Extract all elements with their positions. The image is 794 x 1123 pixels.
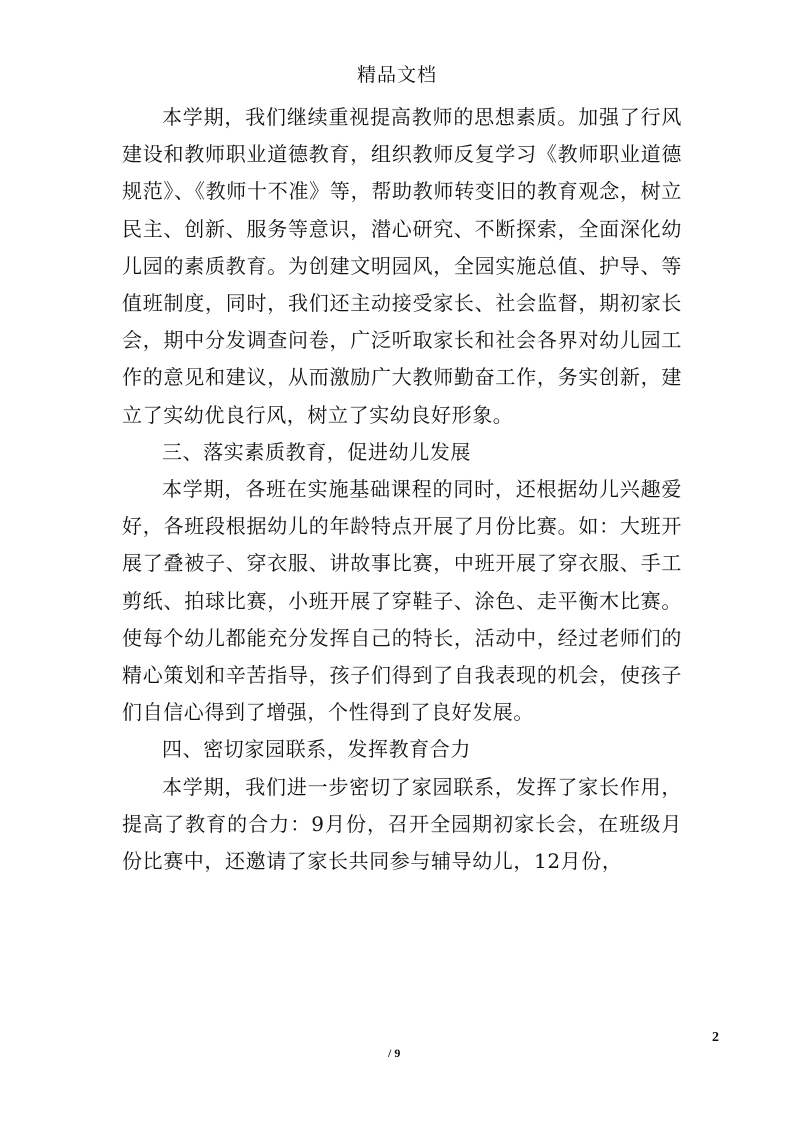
- document-header: 精品文档: [356, 64, 437, 86]
- document-body: [122, 99, 682, 880]
- paragraph-teacher-ethics: 本学期，我们继续重视提高教师的思想素质。加强了行风建设和教师职业道德教育，组织教师反复学习《教师职业道德规范》、《教师十不准》等，帮助教师转变旧的教育观念，树立民主、创新、服务等意识，潜心研究、不断探索，全面深化幼儿园的素质教育。为创建文明园风，全园实施总值、护导、等值班制度，同时，我们还主动接受家长、社会监督，期初家长会，期中分发调查问卷，广泛听取家长和社会各界对幼儿园工作的意见和建议，从而激励广大教师勤奋工作，务实创新，建立了实幼优良行风，树立了实幼良好形象。: [122, 105, 682, 427]
- paragraph-monthly-competitions: 本学期，各班在实施基础课程的同时，还根据幼儿兴趣爱好，各班段根据幼儿的年龄特点开展了月份比赛。如：大班开展了叠被子、穿衣服、讲故事比赛，中班开展了穿衣服、手工剪纸、拍球比赛，小班开展了穿鞋子、涂色、走平衡木比赛。使每个幼儿都能充分发挥自己的特长，活动中，经过老师们的精心策划和辛苦指导，孩子们得到了自我表现的机会，使孩子们自信心得到了增强，个性得到了良好发展。: [122, 477, 682, 725]
- page-total: / 9: [388, 1046, 401, 1060]
- paragraph-parent-involvement: 本学期，我们进一步密切了家园联系，发挥了家长作用，提高了教育的合力：9月份，召开全园期初家长会，在班级月份比赛中，还邀请了家长共同参与辅导幼儿，12月份，: [122, 774, 682, 874]
- section-heading-home-school: 四、密切家园联系，发挥教育合力: [162, 737, 471, 762]
- page-number: 2: [712, 1030, 719, 1045]
- section-heading-quality-education: 三、落实素质教育，促进幼儿发展: [162, 439, 471, 464]
